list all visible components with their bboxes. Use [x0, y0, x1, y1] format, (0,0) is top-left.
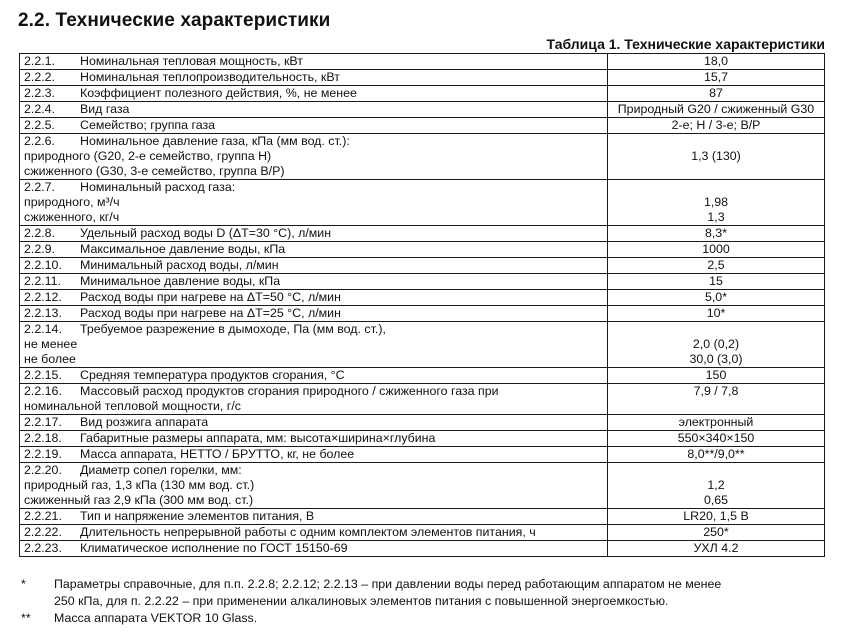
spec-description-line [24, 509, 603, 524]
spec-description-text: Вид розжига аппарата [80, 415, 209, 429]
table-row [20, 242, 825, 258]
spec-description-line [24, 242, 603, 257]
table-row [20, 274, 825, 290]
spec-number: 2.2.23. [24, 541, 62, 555]
spec-description-line [24, 180, 603, 195]
spec-description-cell [20, 70, 608, 86]
spec-value: 2,0 (0,2) [692, 337, 740, 351]
spec-description-text: Минимальный расход воды, л/мин [80, 258, 279, 272]
spec-description-line [24, 102, 603, 117]
table-row [20, 86, 825, 102]
spec-description-text: номинальной тепловой мощности, г/с [24, 399, 241, 413]
spec-value: 8,3* [704, 226, 728, 240]
footnote [19, 576, 825, 610]
spec-description-text: Тип и напряжение элементов питания, В [80, 509, 315, 523]
spec-description-text: Номинальное давление газа, кПа (мм вод. ст.): [80, 134, 350, 148]
spec-number: 2.2.14. [24, 322, 62, 336]
spec-description-cell [20, 447, 608, 463]
spec-number: 2.2.1. [24, 54, 56, 68]
spec-description-line [24, 149, 603, 164]
spec-value: 15,7 [703, 70, 729, 84]
spec-description-text: природный газ, 1,3 кПа (130 мм вод. ст.) [24, 478, 255, 492]
spec-description-line [24, 86, 603, 101]
spec-table-body [20, 54, 825, 557]
spec-value-cell [608, 242, 825, 258]
footnote-mark: * [21, 577, 26, 591]
spec-description-text: Длительность непрерывной работы с одним комплектом элементов питания, ч [80, 525, 536, 539]
spec-description-cell [20, 180, 608, 226]
table-row [20, 525, 825, 541]
spec-value: LR20, 1,5 В [683, 509, 749, 523]
table-row [20, 509, 825, 525]
spec-value [612, 164, 820, 179]
spec-number: 2.2.12. [24, 290, 62, 304]
spec-description-text: сжиженный газ 2,9 кПа (300 мм вод. ст.) [24, 493, 254, 507]
spec-description-cell [20, 384, 608, 415]
spec-description-text: Средняя температура продуктов сгорания, °C [80, 368, 345, 382]
spec-description-cell [20, 290, 608, 306]
spec-value: 87 [709, 86, 723, 100]
spec-description-cell [20, 368, 608, 384]
spec-value-cell [608, 118, 825, 134]
spec-value: УХЛ 4.2 [693, 541, 739, 555]
spec-description-line [24, 447, 603, 462]
spec-number: 2.2.6. [24, 134, 56, 148]
spec-description-line [24, 210, 603, 225]
spec-description-text: Массовый расход продуктов сгорания природного / сжиженного газа при [80, 384, 499, 398]
spec-description-cell [20, 306, 608, 322]
footnote-mark: ** [21, 611, 31, 625]
table-row [20, 180, 825, 226]
spec-description-line [24, 478, 603, 493]
spec-description-cell [20, 541, 608, 557]
spec-description-line [24, 118, 603, 133]
spec-value-cell [608, 322, 825, 368]
spec-description-line [24, 541, 603, 556]
spec-value-cell [608, 525, 825, 541]
spec-value: электронный [678, 415, 754, 429]
table-row [20, 54, 825, 70]
spec-description-line [24, 290, 603, 305]
spec-value: 550×340×150 [677, 431, 755, 445]
spec-number: 2.2.13. [24, 306, 62, 320]
spec-description-line [24, 70, 603, 85]
table-caption: Таблица 1. Технические характеристики [546, 36, 825, 52]
spec-value-cell [608, 306, 825, 322]
spec-value: 1,98 [703, 195, 729, 209]
spec-value: 1,2 [707, 478, 725, 492]
spec-value-cell [608, 447, 825, 463]
spec-description-line [24, 274, 603, 289]
spec-description-text: Номинальный расход газа: [80, 180, 236, 194]
spec-value: Природный G20 / сжиженный G30 [617, 102, 815, 116]
spec-number: 2.2.17. [24, 415, 62, 429]
spec-description-line [24, 368, 603, 383]
spec-value: 150 [705, 368, 727, 382]
spec-description-text: сжиженного (G30, 3-е семейство, группа В/Р) [24, 164, 285, 178]
table-row [20, 102, 825, 118]
spec-description-text: Расход воды при нагреве на ΔT=50 °C, л/мин [80, 290, 341, 304]
spec-description-text: природного, м³/ч [24, 195, 120, 209]
spec-description-cell [20, 54, 608, 70]
spec-value: 0,65 [703, 493, 729, 507]
spec-description-line [24, 54, 603, 69]
spec-description-line [24, 258, 603, 273]
spec-value: 2-е; Н / 3-е; В/Р [671, 118, 761, 132]
footnote [19, 610, 825, 627]
spec-description-line [24, 525, 603, 540]
spec-value-cell [608, 368, 825, 384]
table-row [20, 70, 825, 86]
spec-description-cell [20, 463, 608, 509]
footnote-text: 250 кПа, для п. 2.2.22 – при применении алкалиновых элементов питания с повышенной энергоемкостью. [54, 594, 669, 608]
spec-value-cell [608, 226, 825, 242]
spec-description-line [24, 306, 603, 321]
spec-number: 2.2.7. [24, 180, 56, 194]
spec-description-text: не менее [24, 337, 78, 351]
table-row [20, 384, 825, 415]
spec-value-cell [608, 54, 825, 70]
spec-value: 1,3 (130) [691, 149, 741, 163]
spec-description-text: Требуемое разрежение в дымоходе, Па (мм вод. ст.), [80, 322, 386, 336]
spec-value-cell [608, 86, 825, 102]
spec-description-line [24, 322, 603, 337]
spec-value: 18,0 [703, 54, 729, 68]
spec-value-cell [608, 102, 825, 118]
spec-number: 2.2.8. [24, 226, 56, 240]
spec-description-line [24, 195, 603, 210]
spec-description-text: Диаметр сопел горелки, мм: [80, 463, 242, 477]
spec-value: 30,0 (3,0) [689, 352, 743, 366]
spec-description-line [24, 352, 603, 367]
spec-description-text: Минимальное давление воды, кПа [80, 274, 281, 288]
spec-description-cell [20, 226, 608, 242]
spec-description-cell [20, 509, 608, 525]
table-row [20, 463, 825, 509]
spec-number: 2.2.18. [24, 431, 62, 445]
spec-value-cell [608, 134, 825, 180]
table-row [20, 415, 825, 431]
spec-description-text: Расход воды при нагреве на ΔT=25 °C, л/мин [80, 306, 341, 320]
spec-number: 2.2.22. [24, 525, 62, 539]
spec-number: 2.2.20. [24, 463, 62, 477]
spec-value: 2,5 [707, 258, 725, 272]
spec-description-text: природного (G20, 2-е семейство, группа Н) [24, 149, 272, 163]
table-row [20, 226, 825, 242]
spec-table [19, 53, 825, 557]
spec-description-text: Максимальное давление воды, кПа [80, 242, 286, 256]
spec-description-text: Семейство; группа газа [80, 118, 216, 132]
spec-value-cell [608, 541, 825, 557]
spec-value-cell [608, 180, 825, 226]
spec-number: 2.2.15. [24, 368, 62, 382]
spec-value: 8,0**/9,0** [687, 447, 745, 461]
spec-number: 2.2.10. [24, 258, 62, 272]
footnote-text: Параметры справочные, для п.п. 2.2.8; 2.2.12; 2.2.13 – при давлении воды перед работающим аппаратом не менее [54, 577, 722, 591]
spec-description-line [24, 164, 603, 179]
spec-number: 2.2.3. [24, 86, 56, 100]
spec-description-text: Габаритные размеры аппарата, мм: высота×ширина×глубина [80, 431, 436, 445]
table-row [20, 118, 825, 134]
spec-description-line [24, 431, 603, 446]
spec-number: 2.2.16. [24, 384, 62, 398]
spec-description-line [24, 493, 603, 508]
spec-description-text: Удельный расход воды D (ΔT=30 °C), л/мин [80, 226, 332, 240]
spec-value-cell [608, 70, 825, 86]
spec-description-cell [20, 431, 608, 447]
spec-number: 2.2.9. [24, 242, 56, 256]
spec-description-line [24, 399, 603, 414]
footnote-text: Масса аппарата VEKTOR 10 Glass. [54, 611, 258, 625]
spec-description-text: не более [24, 352, 76, 366]
spec-description-line [24, 415, 603, 430]
spec-value: 10* [706, 306, 726, 320]
spec-description-cell [20, 134, 608, 180]
spec-description-text: Номинальная тепловая мощность, кВт [80, 54, 303, 68]
spec-number: 2.2.21. [24, 509, 62, 523]
table-row [20, 258, 825, 274]
spec-description-line [24, 226, 603, 241]
spec-description-line [24, 463, 603, 478]
spec-value-cell [608, 415, 825, 431]
spec-description-cell [20, 415, 608, 431]
table-row [20, 447, 825, 463]
spec-description-cell [20, 274, 608, 290]
spec-description-text: Вид газа [80, 102, 130, 116]
spec-description-line [24, 134, 603, 149]
spec-description-line [24, 337, 603, 352]
spec-number: 2.2.2. [24, 70, 56, 84]
spec-value: 250* [703, 525, 729, 539]
spec-description-cell [20, 102, 608, 118]
table-row [20, 290, 825, 306]
table-row [20, 306, 825, 322]
spec-value [612, 399, 820, 414]
spec-description-cell [20, 118, 608, 134]
spec-value-cell [608, 463, 825, 509]
spec-description-cell [20, 258, 608, 274]
spec-number: 2.2.4. [24, 102, 56, 116]
spec-number: 2.2.19. [24, 447, 62, 461]
spec-number: 2.2.5. [24, 118, 56, 132]
spec-description-cell [20, 86, 608, 102]
spec-value-cell [608, 290, 825, 306]
spec-value-cell [608, 384, 825, 415]
section-title: 2.2. Технические характеристики [18, 10, 331, 31]
spec-value: 1000 [702, 242, 730, 256]
spec-description-text: сжиженного, кг/ч [24, 210, 120, 224]
table-row [20, 431, 825, 447]
spec-value: 5,0* [704, 290, 728, 304]
spec-value-cell [608, 431, 825, 447]
table-row [20, 322, 825, 368]
spec-value-cell [608, 258, 825, 274]
table-row [20, 541, 825, 557]
spec-number: 2.2.11. [24, 274, 61, 288]
table-row [20, 368, 825, 384]
spec-description-line [24, 384, 603, 399]
spec-description-text: Масса аппарата, НЕТТО / БРУТТО, кг, не более [80, 447, 355, 461]
spec-description-cell [20, 525, 608, 541]
spec-description-text: Номинальная теплопроизводительность, кВт [80, 70, 340, 84]
spec-value: 1,3 [707, 210, 725, 224]
spec-value: 7,9 / 7,8 [693, 384, 739, 398]
spec-value-cell [608, 509, 825, 525]
spec-value-cell [608, 274, 825, 290]
spec-description-text: Климатическое исполнение по ГОСТ 15150-69 [80, 541, 348, 555]
spec-value: 15 [709, 274, 723, 288]
table-row [20, 134, 825, 180]
footnotes [19, 576, 825, 627]
spec-description-cell [20, 322, 608, 368]
spec-description-cell [20, 242, 608, 258]
spec-description-text: Коэффициент полезного действия, %, не менее [80, 86, 357, 100]
